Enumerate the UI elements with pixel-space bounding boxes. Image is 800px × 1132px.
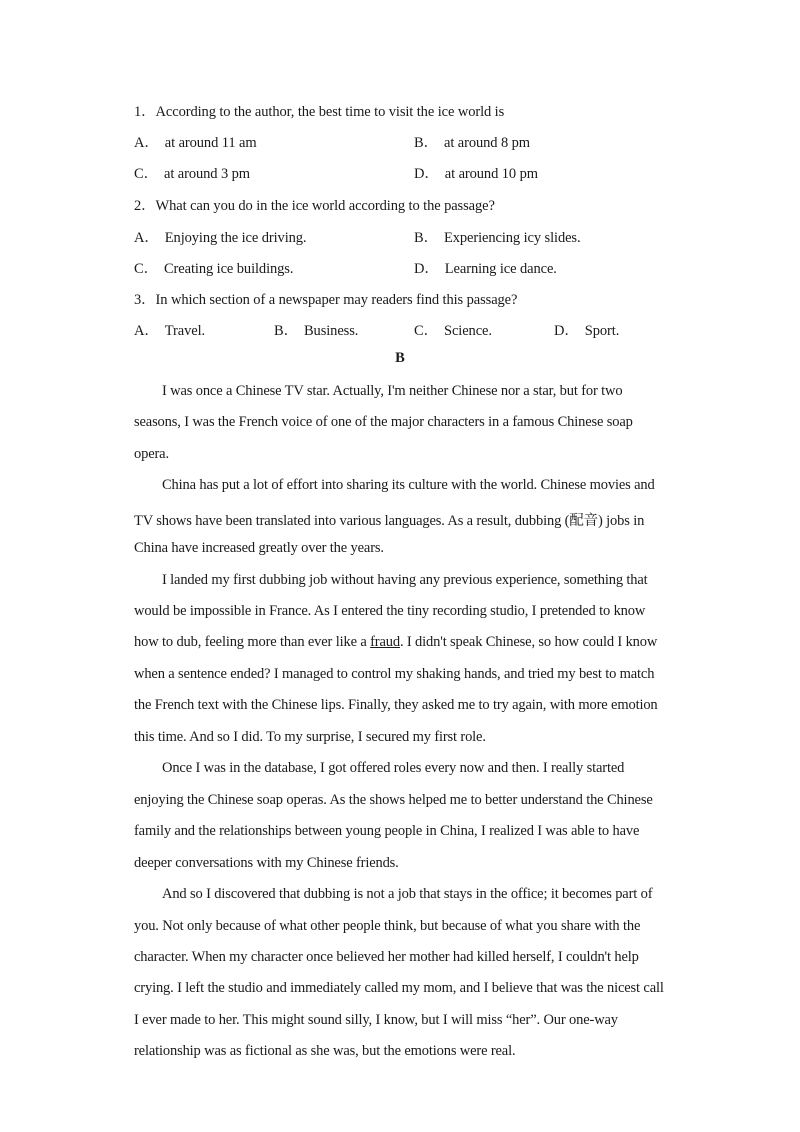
question-2-option-c — [134, 257, 293, 278]
option-letter: C． — [134, 261, 158, 277]
passage-line: I was once a Chinese TV star. Actually, I'm neither Chinese nor a star, but for two — [162, 383, 623, 399]
passage-line: this time. And so I did. To my surprise, I secured my first role. — [134, 729, 486, 745]
passage-line: TV shows have been translated into various languages. As a result, dubbing (配音) jobs in — [134, 513, 645, 529]
option-text: at around 11 am — [164, 135, 257, 151]
option-letter: D． — [414, 261, 439, 277]
passage-line: China have increased greatly over the years. — [134, 540, 384, 556]
passage-line: deeper conversations with my Chinese friends. — [134, 855, 399, 871]
option-letter: A． — [134, 323, 159, 339]
passage-text: . I didn't speak Chinese, so how could I know — [399, 634, 658, 650]
passage-text: how to dub, feeling more than ever like a — [134, 634, 371, 650]
passage-line: China has put a lot of effort into sharing its culture with the world. Chinese movies and — [162, 477, 655, 493]
option-letter: A． — [134, 230, 159, 246]
passage-line: seasons, I was the French voice of one of the major characters in a famous Chinese soap — [134, 414, 633, 430]
passage-line: I landed my first dubbing job without having any previous experience, something that — [162, 572, 648, 588]
question-3-option-b — [274, 319, 358, 340]
option-letter: C． — [134, 166, 158, 182]
passage-line: the French text with the Chinese lips. Finally, they asked me to try again, with more emotion — [134, 697, 658, 713]
passage-line: opera. — [134, 446, 169, 462]
question-3-stem: 3．In which section of a newspaper may readers find this passage? — [134, 292, 518, 308]
passage-line: character. When my character once believed her mother had killed herself, I couldn't help — [134, 949, 639, 965]
option-letter: B． — [414, 230, 438, 246]
option-letter: A． — [134, 135, 159, 151]
passage-line: enjoying the Chinese soap operas. As the shows helped me to better understand the Chinese — [134, 792, 653, 808]
question-1-option-a — [134, 131, 257, 152]
option-letter: B． — [414, 135, 438, 151]
question-1-option-b — [414, 131, 530, 152]
passage-line: family and the relationships between young people in China, I realized I was able to have — [134, 823, 640, 839]
passage-line: you. Not only because of what other people think, but because of what you share with the — [134, 918, 641, 934]
option-text: Enjoying the ice driving. — [164, 230, 307, 246]
passage-line: when a sentence ended? I managed to control my shaking hands, and tried my best to match — [134, 666, 655, 682]
passage-line: I ever made to her. This might sound silly, I know, but I will miss “her”. Our one-way — [134, 1012, 618, 1028]
question-3-option-c — [414, 319, 492, 340]
option-text: Experiencing icy slides. — [443, 230, 581, 246]
option-text: Learning ice dance. — [444, 261, 557, 277]
question-2-option-d — [414, 257, 557, 278]
option-text: Creating ice buildings. — [163, 261, 294, 277]
question-1-option-c — [134, 162, 250, 183]
passage-line: relationship was as fictional as she was, but the emotions were real. — [134, 1043, 516, 1059]
option-letter: B． — [274, 323, 298, 339]
option-text: Business. — [303, 323, 359, 339]
question-1-option-d — [414, 162, 538, 183]
question-2-option-b — [414, 226, 581, 247]
passage-line: would be impossible in France. As I entered the tiny recording studio, I pretended to know — [134, 603, 646, 619]
passage-line: crying. I left the studio and immediately called my mom, and I believe that was the nicest call — [134, 980, 664, 996]
option-text: Sport. — [584, 323, 620, 339]
option-text: at around 10 pm — [444, 166, 538, 182]
question-3-option-a — [134, 319, 205, 340]
question-1-stem: 1．According to the author, the best time to visit the ice world is — [134, 104, 505, 120]
passage-line: And so I discovered that dubbing is not a job that stays in the office; it becomes part of — [162, 886, 653, 902]
passage-line: Once I was in the database, I got offered roles every now and then. I really started — [162, 760, 625, 776]
question-3-option-d — [554, 319, 619, 340]
option-text: at around 8 pm — [443, 135, 530, 151]
passage-line — [134, 634, 657, 651]
underlined-word-fraud: fraud — [370, 634, 400, 650]
option-letter: D． — [554, 323, 579, 339]
question-2-stem: 2．What can you do in the ice world according to the passage? — [134, 198, 495, 214]
option-text: Travel. — [164, 323, 206, 339]
option-text: Science. — [443, 323, 492, 339]
section-b-title: B — [395, 350, 405, 366]
option-text: at around 3 pm — [163, 166, 250, 182]
option-letter: C． — [414, 323, 438, 339]
option-letter: D． — [414, 166, 439, 182]
question-2-option-a — [134, 226, 306, 247]
